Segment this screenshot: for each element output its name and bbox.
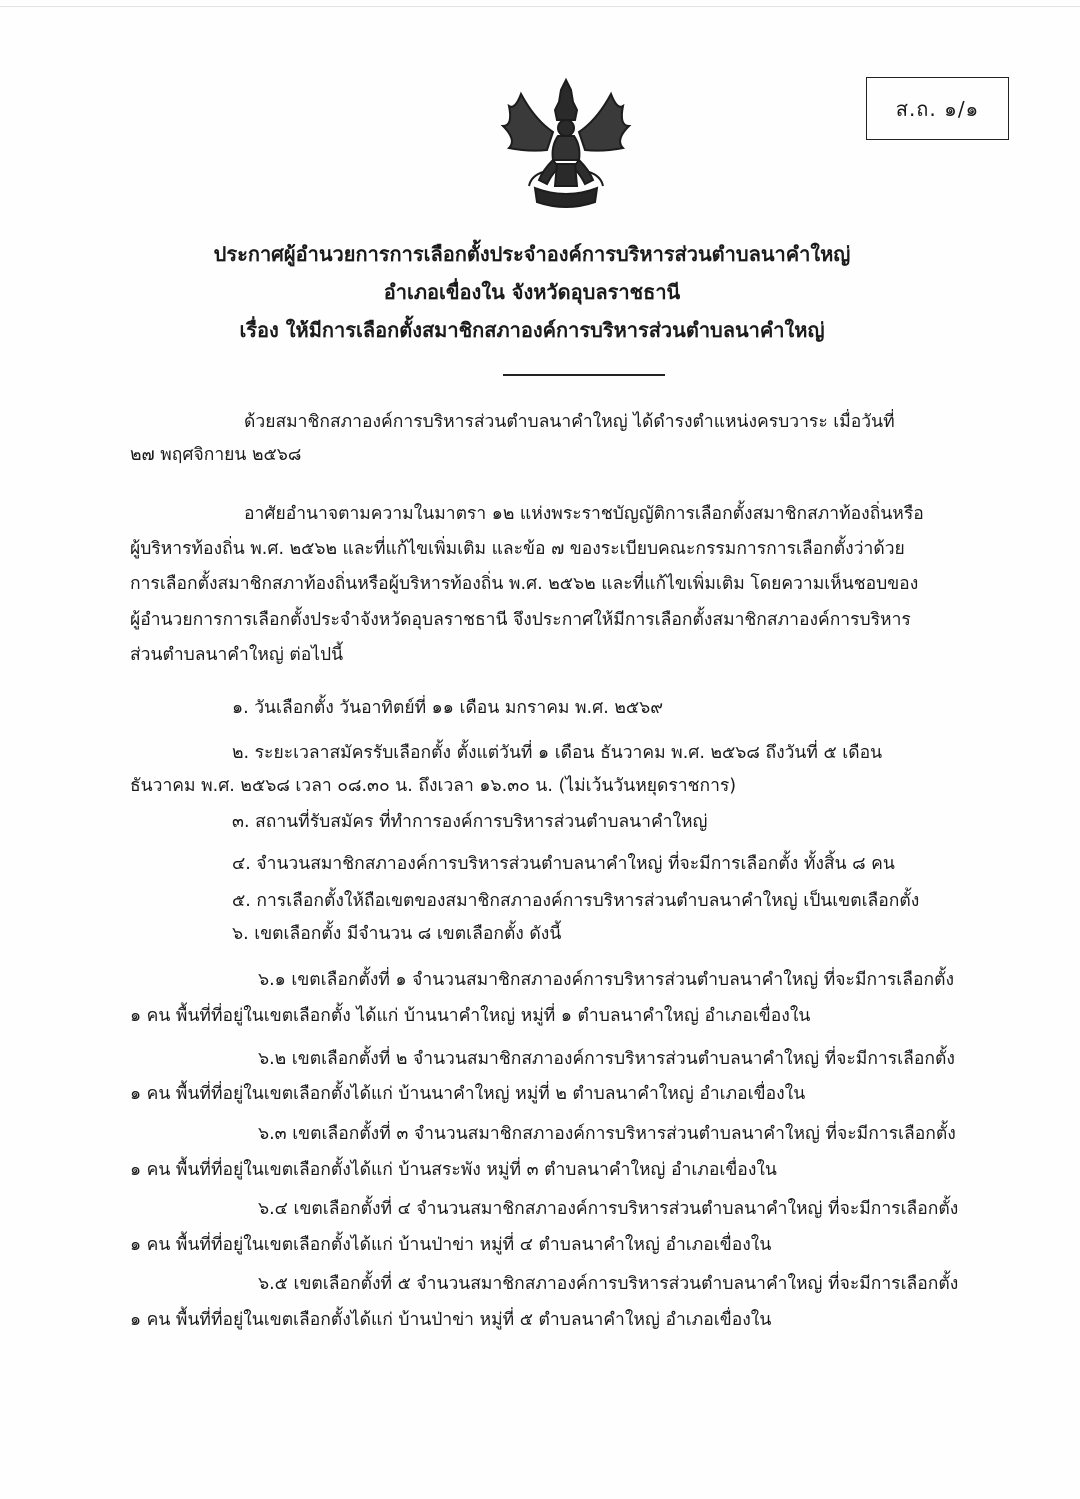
paragraph-2-line-1: อาศัยอำนาจตามความในมาตรา ๑๒ แห่งพระราชบัญญัติการเลือกตั้งสมาชิกสภาท้องถิ่นหรือ [244, 504, 924, 524]
paragraph-1-line-1: ด้วยสมาชิกสภาองค์การบริหารส่วนตำบลนาคำใหญ่ ได้ดำรงตำแหน่งครบวาระ เมื่อวันที่ [244, 412, 895, 432]
paragraph-2-line-4: ผู้อำนวยการการเลือกตั้งประจำจังหวัดอุบลราชธานี จึงประกาศให้มีการเลือกตั้งสมาชิกสภาองค์การบริหาร [130, 610, 911, 630]
scan-edge-line [0, 6, 1080, 7]
district-3-line-1: ๖.๓ เขตเลือกตั้งที่ ๓ จำนวนสมาชิกสภาองค์การบริหารส่วนตำบลนาคำใหญ่ ที่จะมีการเลือกตั้ง [258, 1124, 956, 1144]
form-code-box [866, 77, 1009, 140]
district-4-line-2: ๑ คน พื้นที่ที่อยู่ในเขตเลือกตั้งได้แก่ บ้านป่าข่า หมู่ที่ ๔ ตำบลนาคำใหญ่ อำเภอเขื่องใน [130, 1235, 772, 1255]
district-5-line-2: ๑ คน พื้นที่ที่อยู่ในเขตเลือกตั้งได้แก่ บ้านป่าข่า หมู่ที่ ๕ ตำบลนาคำใหญ่ อำเภอเขื่องใน [130, 1310, 772, 1330]
paragraph-2-line-2: ผู้บริหารท้องถิ่น พ.ศ. ๒๕๖๒ และที่แก้ไขเพิ่มเติม และข้อ ๗ ของระเบียบคณะกรรมการการเลือกตั้งว่าด้วย [130, 539, 905, 559]
district-3-line-2: ๑ คน พื้นที่ที่อยู่ในเขตเลือกตั้งได้แก่ บ้านสระพัง หมู่ที่ ๓ ตำบลนาคำใหญ่ อำเภอเขื่องใน [130, 1160, 777, 1180]
district-2-line-2: ๑ คน พื้นที่ที่อยู่ในเขตเลือกตั้งได้แก่ บ้านนาคำใหญ่ หมู่ที่ ๒ ตำบลนาคำใหญ่ อำเภอเขื่องใน [130, 1084, 806, 1104]
district-5-line-1: ๖.๕ เขตเลือกตั้งที่ ๕ จำนวนสมาชิกสภาองค์การบริหารส่วนตำบลนาคำใหญ่ ที่จะมีการเลือกตั้ง [258, 1274, 959, 1294]
district-1-line-1: ๖.๑ เขตเลือกตั้งที่ ๑ จำนวนสมาชิกสภาองค์การบริหารส่วนตำบลนาคำใหญ่ ที่จะมีการเลือกตั้ง [258, 970, 955, 990]
item-5: ๕. การเลือกตั้งให้ถือเขตของสมาชิกสภาองค์การบริหารส่วนตำบลนาคำใหญ่ เป็นเขตเลือกตั้ง [232, 891, 920, 911]
district-1-line-2: ๑ คน พื้นที่ที่อยู่ในเขตเลือกตั้ง ได้แก่ บ้านนาคำใหญ่ หมู่ที่ ๑ ตำบลนาคำใหญ่ อำเภอเขื่องใน [130, 1006, 811, 1026]
item-1: ๑. วันเลือกตั้ง วันอาทิตย์ที่ ๑๑ เดือน มกราคม พ.ศ. ๒๕๖๙ [232, 698, 664, 718]
paragraph-2-line-5: ส่วนตำบลนาคำใหญ่ ต่อไปนี้ [130, 645, 344, 665]
paragraph-2-line-3: การเลือกตั้งสมาชิกสภาท้องถิ่นหรือผู้บริหารท้องถิ่น พ.ศ. ๒๕๖๒ และที่แก้ไขเพิ่มเติม โดยความเห็นชอบของ [130, 574, 919, 594]
district-4-line-1: ๖.๔ เขตเลือกตั้งที่ ๔ จำนวนสมาชิกสภาองค์การบริหารส่วนตำบลนาคำใหญ่ ที่จะมีการเลือกตั้ง [258, 1199, 959, 1219]
district-2-line-1: ๖.๒ เขตเลือกตั้งที่ ๒ จำนวนสมาชิกสภาองค์การบริหารส่วนตำบลนาคำใหญ่ ที่จะมีการเลือกตั้ง [258, 1049, 955, 1069]
item-2-line-1: ๒. ระยะเวลาสมัครรับเลือกตั้ง ตั้งแต่วันที่ ๑ เดือน ธันวาคม พ.ศ. ๒๕๖๘ ถึงวันที่ ๕ เดือน [232, 743, 883, 763]
announcement-location: อำเภอเขื่องใน จังหวัดอุบลราชธานี [383, 280, 681, 304]
announcement-subject: เรื่อง ให้มีการเลือกตั้งสมาชิกสภาองค์การบริหารส่วนตำบลนาคำใหญ่ [239, 318, 825, 342]
form-code: ส.ถ. ๑/๑ [895, 96, 980, 121]
item-6: ๖. เขตเลือกตั้ง มีจำนวน ๘ เขตเลือกตั้ง ดังนี้ [232, 924, 562, 944]
announcement-title: ประกาศผู้อำนวยการการเลือกตั้งประจำองค์การบริหารส่วนตำบลนาคำใหญ่ [213, 242, 851, 266]
item-2-line-2: ธันวาคม พ.ศ. ๒๕๖๘ เวลา ๐๘.๓๐ น. ถึงเวลา ๑๖.๓๐ น. (ไม่เว้นวันหยุดราชการ) [130, 776, 737, 796]
garuda-emblem-icon [495, 76, 637, 212]
item-4: ๔. จำนวนสมาชิกสภาองค์การบริหารส่วนตำบลนาคำใหญ่ ที่จะมีการเลือกตั้ง ทั้งสิ้น ๘ คน [232, 854, 895, 874]
paragraph-1-line-2: ๒๗ พฤศจิกายน ๒๕๖๘ [130, 445, 302, 465]
title-divider [503, 374, 665, 376]
item-3: ๓. สถานที่รับสมัคร ที่ทำการองค์การบริหารส่วนตำบลนาคำใหญ่ [232, 812, 708, 832]
